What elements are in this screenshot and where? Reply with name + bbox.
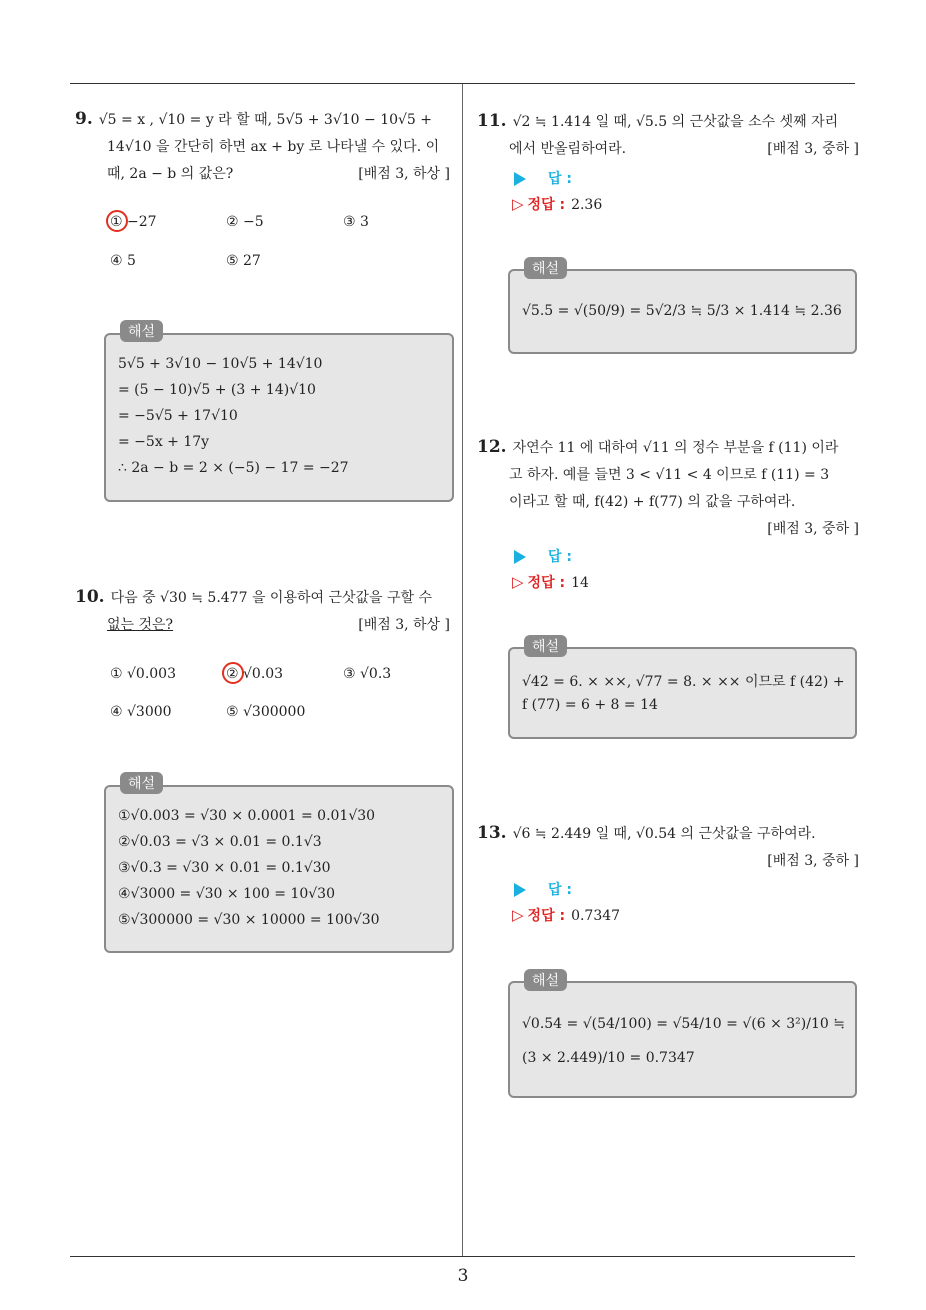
correct-answer-row xyxy=(512,905,620,925)
solution-line: ①√0.003 = √30 × 0.0001 = 0.01√30 xyxy=(118,808,376,824)
choice-4[interactable]: ④ √3000 xyxy=(110,704,172,720)
solution-line: = (5 − 10)√5 + (3 + 14)√10 xyxy=(118,382,316,398)
problem-text-line: √5 = x , √10 = y 라 할 때, 5√5 + 3√10 − 10√5 + xyxy=(98,112,433,128)
points-label: [배점 3, 중하 ] xyxy=(767,141,859,157)
answer-row xyxy=(514,546,572,566)
solution-line: √5.5 = √(50/9) = 5√2/3 ≒ 5/3 × 1.414 ≒ 2.36 xyxy=(522,303,842,319)
solution-line: = −5x + 17y xyxy=(118,434,210,450)
solution-tag: 해설 xyxy=(120,772,163,794)
solution-tag: 해설 xyxy=(524,969,567,991)
solution-line: ③√0.3 = √30 × 0.01 = 0.1√30 xyxy=(118,860,331,876)
solution-line: 5√5 + 3√10 − 10√5 + 14√10 xyxy=(118,356,323,372)
correct-answer-row xyxy=(512,572,589,592)
solution-line: f (77) = 6 + 8 = 14 xyxy=(522,697,658,713)
choice-2[interactable]: ② √0.03 xyxy=(226,666,284,682)
solution-line: (3 × 2.449)/10 = 0.7347 xyxy=(522,1050,695,1066)
play-triangle-icon xyxy=(514,883,526,897)
problem-text-line: √2 ≒ 1.414 일 때, √5.5 의 근삿값을 소수 셋째 자리 xyxy=(512,114,839,130)
problem-number: 10. xyxy=(75,587,105,607)
choice-3[interactable]: ③ 3 xyxy=(343,214,369,230)
problem-11 xyxy=(477,108,859,163)
solution-line: ②√0.03 = √3 × 0.01 = 0.1√3 xyxy=(118,834,322,850)
choice-2[interactable]: ② −5 xyxy=(226,214,264,230)
problem-text-line: 에서 반올림하여라. xyxy=(509,141,627,157)
problem-text-line: 14√10 을 간단히 하면 ax + by 로 나타낼 수 있다. 이 xyxy=(107,139,440,155)
solution-line: ∴ 2a − b = 2 × (−5) − 17 = −27 xyxy=(118,460,349,476)
problem-13 xyxy=(477,820,859,875)
problem-number: 9. xyxy=(75,109,93,129)
outline-triangle-icon: ▷ xyxy=(512,573,524,591)
choice-1[interactable]: ① √0.003 xyxy=(110,666,177,682)
answer-label: 답 : xyxy=(548,549,572,565)
correct-value: 2.36 xyxy=(571,197,603,213)
correct-label: 정답 : xyxy=(527,908,566,924)
problem-text-line: 자연수 11 에 대하여 √11 의 정수 부분을 f (11) 이라 xyxy=(512,440,839,456)
play-triangle-icon xyxy=(514,550,526,564)
answer-label: 답 : xyxy=(548,171,572,187)
solution-tag: 해설 xyxy=(120,320,163,342)
problem-text-line: 때, 2a − b 의 값은? xyxy=(107,166,234,182)
problem-number: 13. xyxy=(477,823,507,843)
points-label: [배점 3, 중하 ] xyxy=(767,853,859,869)
choice-4[interactable]: ④ 5 xyxy=(110,253,136,269)
solution-line: √42 = 6. × ××, √77 = 8. × ×× 이므로 f (42) + xyxy=(522,674,845,690)
problem-number: 11. xyxy=(477,111,507,131)
outline-triangle-icon: ▷ xyxy=(512,195,524,213)
correct-answer-row xyxy=(512,194,602,214)
problem-10 xyxy=(75,584,455,639)
choice-3[interactable]: ③ √0.3 xyxy=(343,666,392,682)
points-label: [배점 3, 하상 ] xyxy=(358,617,450,633)
problem-text-line: 고 하자. 예를 들면 3 < √11 < 4 이므로 f (11) = 3 xyxy=(509,467,830,483)
points-label: [배점 3, 중하 ] xyxy=(767,521,859,537)
outline-triangle-icon: ▷ xyxy=(512,906,524,924)
solution-box xyxy=(508,981,857,1098)
correct-value: 14 xyxy=(571,575,589,591)
problem-text-line: 다음 중 √30 ≒ 5.477 을 이용하여 근삿값을 구할 수 xyxy=(110,590,433,606)
footer-rule xyxy=(70,1256,855,1257)
choice-5[interactable]: ⑤ √300000 xyxy=(226,704,306,720)
solution-line: ⑤√300000 = √30 × 10000 = 100√30 xyxy=(118,912,380,928)
solution-tag: 해설 xyxy=(524,635,567,657)
choice-5[interactable]: ⑤ 27 xyxy=(226,253,261,269)
solution-box xyxy=(508,647,857,739)
solution-line: = −5√5 + 17√10 xyxy=(118,408,238,424)
answer-label: 답 : xyxy=(548,882,572,898)
solution-line: ④√3000 = √30 × 100 = 10√30 xyxy=(118,886,335,902)
correct-label: 정답 : xyxy=(527,197,566,213)
problem-number: 12. xyxy=(477,437,507,457)
play-triangle-icon xyxy=(514,172,526,186)
choice-1[interactable]: ① −27 xyxy=(110,214,157,230)
problem-text-line: 없는 것은? xyxy=(107,617,174,633)
problem-text-line: √6 ≒ 2.449 일 때, √0.54 의 근삿값을 구하여라. xyxy=(512,826,816,842)
correct-value: 0.7347 xyxy=(571,908,621,924)
column-divider xyxy=(462,84,463,1256)
problem-text-line: 이라고 할 때, f(42) + f(77) 의 값을 구하여라. xyxy=(509,494,796,510)
answer-row xyxy=(514,168,572,188)
correct-label: 정답 : xyxy=(527,575,566,591)
problem-12 xyxy=(477,434,859,543)
problem-9 xyxy=(75,106,455,188)
points-label: [배점 3, 하상 ] xyxy=(358,166,450,182)
answer-row xyxy=(514,879,572,899)
solution-tag: 해설 xyxy=(524,257,567,279)
page-number: 3 xyxy=(457,1266,469,1286)
solution-line: √0.54 = √(54/100) = √54/10 = √(6 × 3²)/10 ≒ xyxy=(522,1016,845,1032)
